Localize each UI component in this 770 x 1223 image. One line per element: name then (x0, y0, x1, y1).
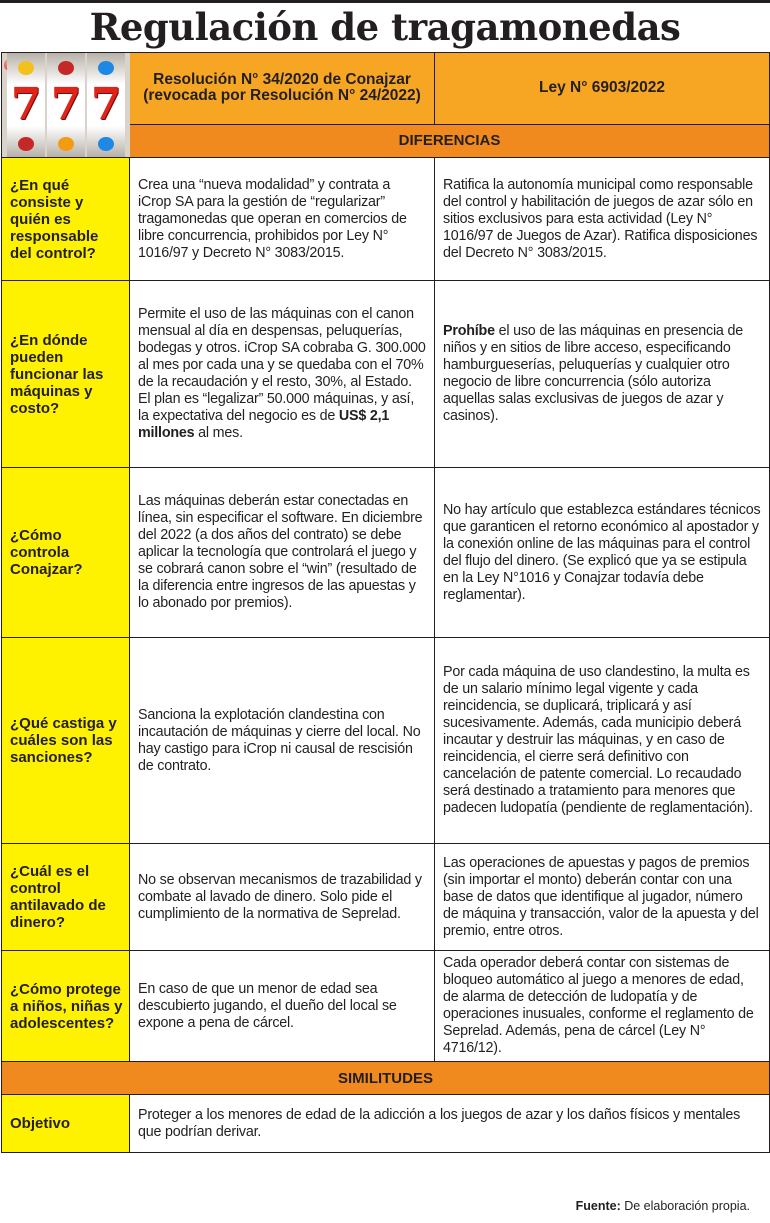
similarity-cell: Proteger a los menores de edad de la adicción a los juegos de azar y los daños físicos y mentales que podrían derivar. (130, 1095, 770, 1153)
column-header-ley: Ley N° 6903/2022 (435, 53, 770, 125)
ley-cell (435, 281, 770, 468)
ley-cell: Las operaciones de apuestas y pagos de premios (sin importar el monto) deberán contar con una base de datos que identifique al jugador, número de máquina y transacción, valor de la apuesta y del premio, entre otros. (435, 844, 770, 951)
resolucion-cell: Crea una “nueva modalidad” y contrata a iCrop SA para la gestión de “regularizar” tragamonedas que operan en comercios de libre concurrencia, prohibidos por Ley N° 1016/97 y Decreto N° 3083/2015. (130, 158, 435, 281)
table-row (2, 951, 770, 1062)
ley-text: el uso de las máquinas en presencia de niños y en sitios de libre acceso, especificando hamburgueserías, peluquerías y cualquier otro negocio de libre concurrencia (sólo autoriza aquellas salas exclusivas de juegos de azar y casinos). (443, 323, 743, 424)
resolucion-text-end: al mes. (194, 425, 243, 441)
row-question: Objetivo (2, 1095, 130, 1153)
section-label-differences: DIFERENCIAS (130, 124, 770, 157)
resolucion-cell (130, 281, 435, 468)
section-label-similarities: SIMILITUDES (2, 1062, 770, 1095)
resolucion-cell: Las máquinas deberán estar conectadas en línea, sin especificar el software. En diciembre del 2022 (a dos años del contrato) se debe aplicar la tecnología que controlará el juego y se cobrará canon sobre el “win” (resultado de la diferencia entre ingresos de las apuestas y lo abonado por premios). (130, 468, 435, 638)
comparison-table (1, 52, 770, 1153)
row-question: ¿En qué consiste y quién es responsable del control? (2, 158, 130, 281)
resolucion-text: Permite el uso de las máquinas con el canon mensual al día en despensas, peluquerías, bodegas y otros. iCrop SA cobraba G. 300.000 al mes por cada una y se quedaba con el 70% de la recaudación y el resto, 30%, al Estado. El plan es “legalizar” 50.000 máquinas, y así, la expectativa del negocio es de (138, 306, 426, 424)
ley-keyword: Prohíbe (443, 323, 495, 339)
resolucion-cell: No se observan mecanismos de trazabilidad y combate al lavado de dinero. Solo pide el cumplimiento de la normativa de Seprelad. (130, 844, 435, 951)
page-title: Regulación de tragamonedas (89, 5, 681, 49)
header-row (2, 53, 770, 125)
table-row (2, 281, 770, 468)
title-bar (0, 0, 770, 52)
resolucion-cell: En caso de que un menor de edad sea descubierto jugando, el dueño del local se expone a pena de cárcel. (130, 951, 435, 1062)
slot-machine-icon: 7 7 7 (2, 53, 130, 158)
row-question: ¿Cómo controla Conajzar? (2, 468, 130, 638)
source-text: De elaboración propia. (620, 1199, 750, 1213)
resolucion-cell: Sanciona la explotación clandestina con incautación de máquinas y cierre del local. No hay castigo para iCrop ni causal de rescisión de contrato. (130, 638, 435, 844)
table-row (2, 1095, 770, 1153)
ley-cell: Ratifica la autonomía municipal como responsable del control y habilitación de juegos de azar sólo en sitios exclusivos para esta actividad (Ley N° 1016/97 de Juegos de Azar). Ratifica disposiciones del Decreto N° 3083/2015. (435, 158, 770, 281)
resolucion-amount: US$ 2,1 millones (138, 408, 390, 441)
table-row (2, 844, 770, 951)
source-label: Fuente: (575, 1199, 621, 1213)
section-row-similarities (2, 1062, 770, 1095)
row-question: ¿En dónde pueden funcionar las máquinas y costo? (2, 281, 130, 468)
source-note (576, 1199, 750, 1213)
ley-cell: No hay artículo que establezca estándares técnicos que garanticen el retorno económico al apostador y la conexión online de las máquinas para el control del flujo del dinero. (Se explicó que ya se estipula en la Ley N°1016 y Conajzar todavía debe reglamentar). (435, 468, 770, 638)
row-question: ¿Qué castiga y cuáles son las sanciones? (2, 638, 130, 844)
ley-cell: Cada operador deberá contar con sistemas de bloqueo automático al juego a menores de edad, de alarma de detección de ludopatía y de operaciones inusuales, conforme el reglamento de Seprelad. Además, pena de cárcel (Ley N° 4716/12). (435, 951, 770, 1062)
table-row (2, 158, 770, 281)
row-question: ¿Cuál es el control antilavado de dinero? (2, 844, 130, 951)
column-header-resolucion: Resolución N° 34/2020 de Conajzar (revocada por Resolución N° 24/2022) (130, 53, 435, 125)
row-question: ¿Cómo protege a niños, niñas y adolescentes? (2, 951, 130, 1062)
ley-cell: Por cada máquina de uso clandestino, la multa es de un salario mínimo legal vigente y cada reincidencia, se duplicará, triplicará y así sucesivamente. Además, cada municipio deberá incautar y destruir las máquinas, y en caso de reincidencia, el cierre será definitivo con cancelación de patente comercial. Lo recaudado será destinado a tratamiento para menores que padecen ludopatía (pendiente de reglamentación). (435, 638, 770, 844)
table-row (2, 468, 770, 638)
table-row (2, 638, 770, 844)
